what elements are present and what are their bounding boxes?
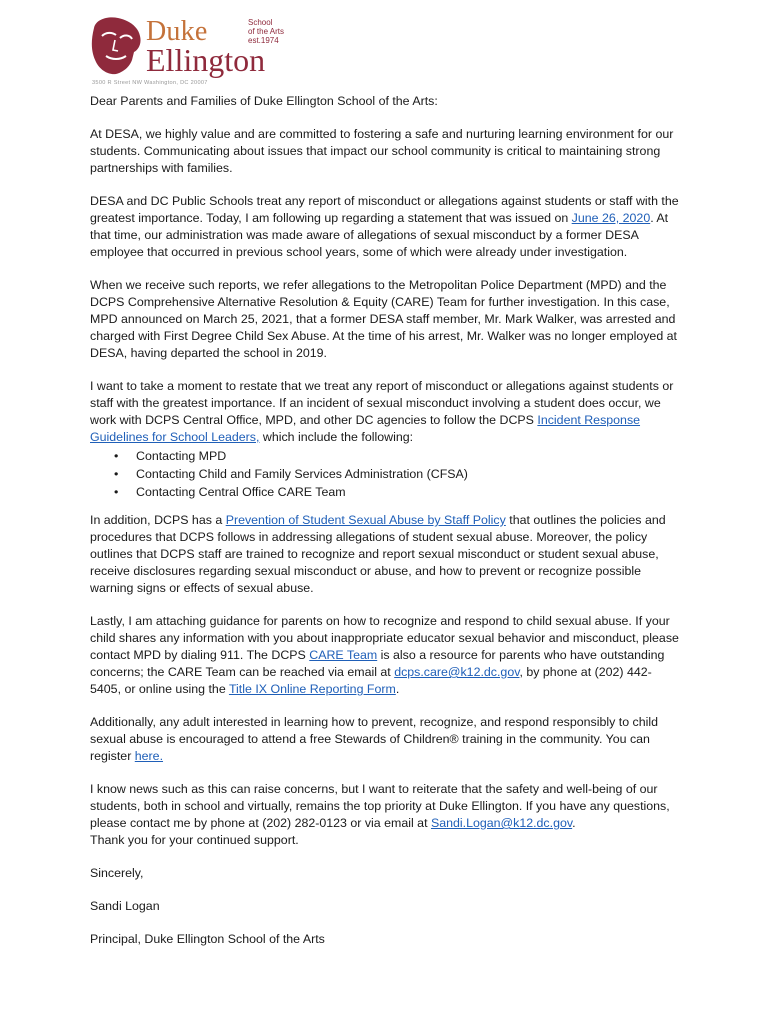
text: In addition, DCPS has a (90, 513, 226, 527)
logo-tagline-line: est.1974 (248, 36, 279, 45)
paragraph-training (90, 714, 682, 765)
logo-tagline (248, 18, 284, 45)
text: , by phone at (202) 442-5405, or online using the (90, 665, 652, 696)
paragraph-commitment: At DESA, we highly value and are committed to fostering a safe and nurturing learning environment for our students. Communicating about issues that impact our school community is critical to maintaining strong partnerships with families. (90, 127, 674, 175)
logo-figure-icon (88, 16, 144, 76)
salutation: Dear Parents and Families of Duke Ellington School of the Arts: (90, 94, 438, 108)
principal-email-link[interactable]: Sandi.Logan@k12.dc.gov (430, 816, 573, 830)
text: DESA and DC Public Schools treat any report of misconduct or allegations against students or staff with the greatest importance. Today, I am following up regarding a statement that was issued on (90, 194, 679, 225)
text: I want to take a moment to restate that we treat any report of misconduct or allegations against students or staff with the greatest importance. If an incident of sexual misconduct involving a student does occur, we work with DCPS Central Office, MPD, and other DC agencies to follow the DCPS (90, 379, 674, 427)
register-here-link[interactable]: here. (134, 749, 164, 763)
care-team-link[interactable]: CARE Team (309, 648, 378, 662)
letterhead-address: 3500 R Street NW Washington, DC 20007 (92, 80, 208, 86)
text: . At that time, our administration was made aware of allegations of sexual misconduct by a former DESA employee that occurred in previous school years, some of which were already under investigation. (90, 211, 669, 259)
care-email-link[interactable]: dcps.care@k12.dc.gov (394, 665, 520, 679)
list-item: • Contacting MPD (90, 447, 682, 465)
guidelines-list (90, 447, 682, 501)
june-26-statement-link[interactable]: June 26, 2020 (571, 211, 651, 225)
paragraph-policy (90, 512, 682, 597)
text: Additionally, any adult interested in learning how to prevent, recognize, and respond responsibly to child sexual abuse is encouraged to attend a free Stewards of Children® training in the community. You can register (90, 715, 659, 763)
incident-guidelines-link[interactable]: Incident Response Guidelines for School Leaders, (90, 413, 641, 444)
text: is also a resource for parents who have outstanding concerns; the CARE Team can be reached via email at (90, 648, 665, 679)
text: Thank you for your continued support. (90, 833, 299, 847)
signature-name: Sandi Logan (90, 899, 160, 913)
letterhead (88, 14, 288, 94)
text: . (572, 816, 576, 830)
list-item: • Contacting Central Office CARE Team (90, 483, 682, 501)
text: which include the following: (259, 430, 414, 444)
list-item: • Contacting Child and Family Services Administration (CFSA) (90, 465, 682, 483)
logo-tagline-line: of the Arts (248, 27, 285, 36)
text: Lastly, I am attaching guidance for parents on how to recognize and respond to child sexual abuse. If your child shares any information with you about inappropriate educator sexual behavior and misconduct, please contact MPD by dialing 911. The DCPS (90, 614, 679, 662)
paragraph-guidance (90, 613, 682, 698)
prevention-policy-link[interactable]: Prevention of Student Sexual Abuse by Staff Policy (225, 513, 506, 527)
paragraph-followup (90, 193, 682, 261)
letter-body (90, 93, 682, 964)
paragraph-investigation: When we receive such reports, we refer allegations to the Metropolitan Police Department (MPD) and the DCPS Comprehensive Alternative Resolution & Equity (CARE) Team for further investigation. In this case, MPD announced on March 25, 2021, that a former DESA staff member, Mr. Mark Walker, was arrested and charged with First Degree Child Sex Abuse. At the time of his arrest, Mr. Walker was no longer employed at DESA, having departed the school in 2019. (90, 278, 677, 360)
logo-tagline-line: School (248, 18, 273, 27)
paragraph-guidelines (90, 378, 682, 446)
text: that outlines the policies and procedures that DCPS follows in addressing allegations of student sexual abuse. Moreover, the policy outlines that DCPS staff are trained to recognize and report sexual misconduct or student sexual abuse, receive disclosures regarding sexual misconduct or abuse, and how to prevent or recognize possible warning signs or effects of sexual abuse. (90, 513, 666, 595)
logo-name-ellington: Ellington (146, 42, 266, 78)
paragraph-contact (90, 781, 682, 849)
text: . (395, 682, 400, 696)
logo-name-duke: Duke (146, 16, 208, 47)
title-ix-form-link[interactable]: Title IX Online Reporting Form (228, 682, 396, 696)
closing: Sincerely, (90, 866, 144, 880)
signature-title: Principal, Duke Ellington School of the Arts (90, 932, 325, 946)
text: I know news such as this can raise concerns, but I want to reiterate that the safety and well-being of our students, both in school and virtually, remains the top priority at Duke Ellington. If you have any questions, please contact me by phone at (202) 282-0123 or via email at (90, 782, 670, 830)
